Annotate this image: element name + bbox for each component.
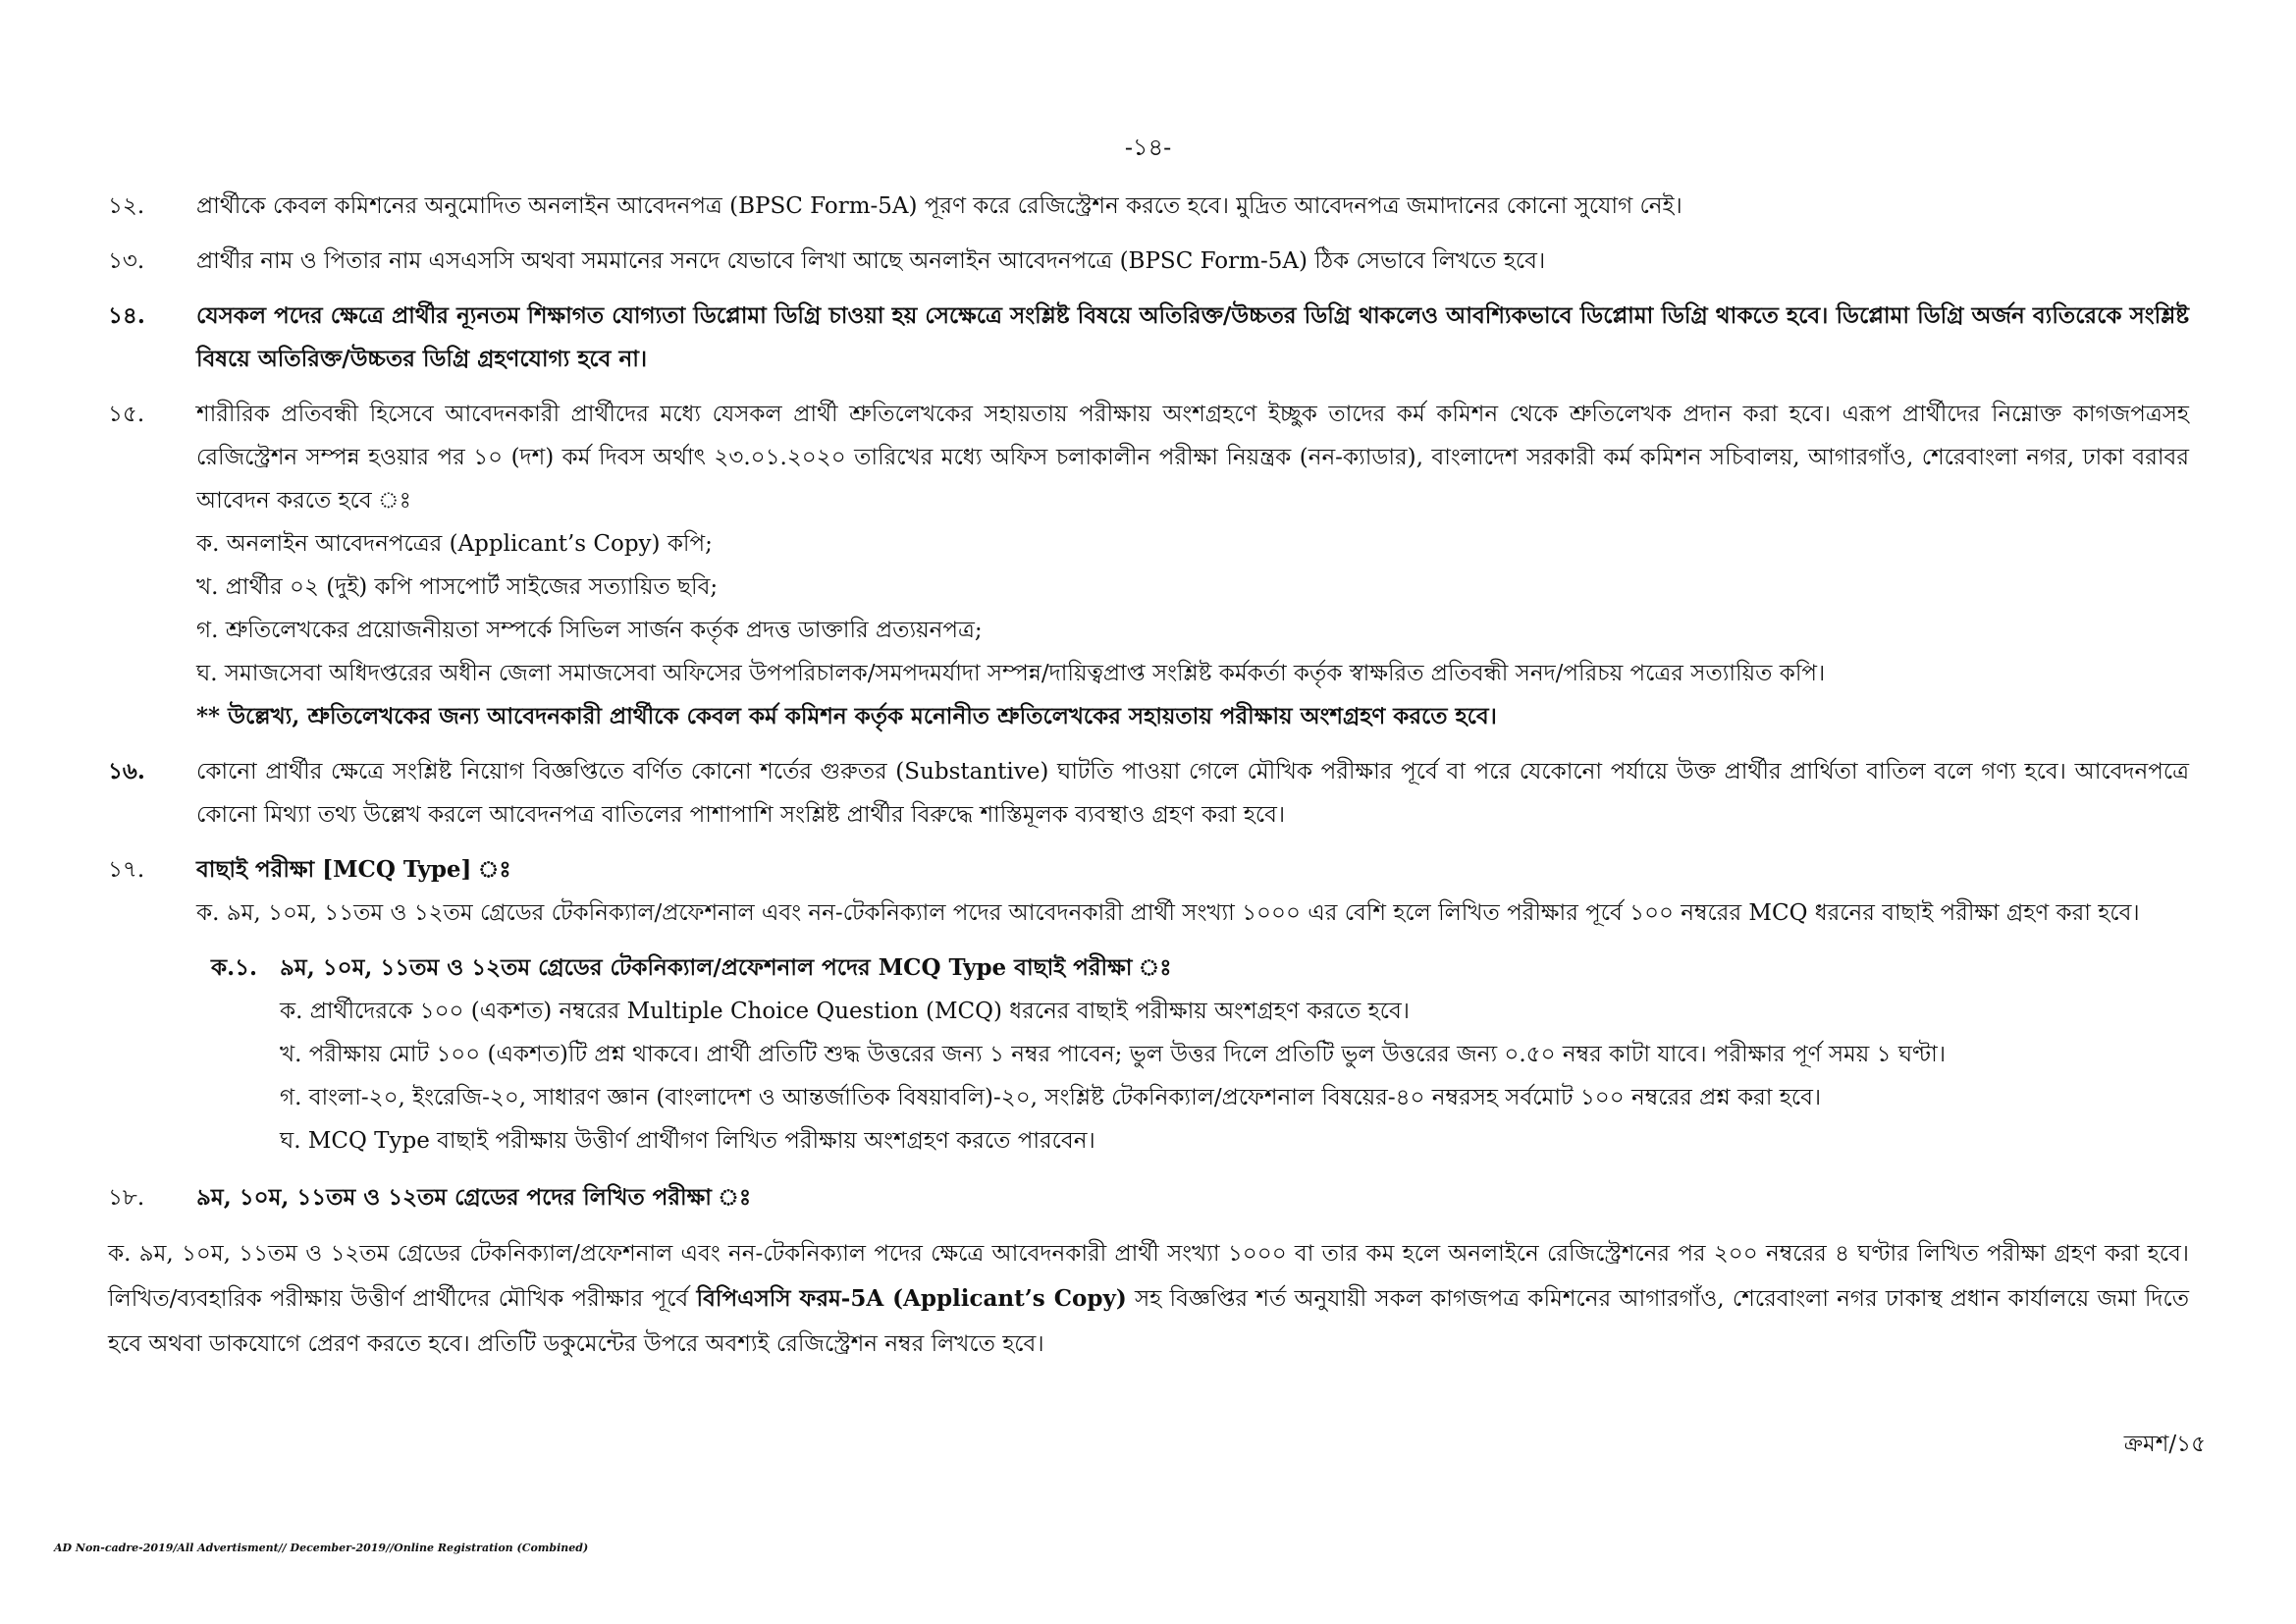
document-item: ক. অনলাইন আবেদনপত্রের (Applicant’s Copy) কপি;	[196, 531, 713, 557]
clause-text: প্রার্থীকে কেবল কমিশনের অনুমোদিত অনলাইন আবেদনপত্র (BPSC Form-5A) পূরণ করে রেজিস্ট্রেশন করতে হবে। মুদ্রিত আবেদনপত্র জমাদানের কোনো সুযোগ নেই।	[196, 193, 1682, 219]
clause-text: যেসকল পদের ক্ষেত্রে প্রার্থীর ন্যূনতম শিক্ষাগত যোগ্যতা ডিপ্লোমা ডিগ্রি চাওয়া হয় সেক্ষেত্রে সংশ্লিষ্ট বিষয়ে অতিরিক্ত/উচ্চতর ডিগ্রি থাকলেও আবশ্যিকভাবে ডিপ্লোমা ডিগ্রি থাকতে হবে। ডিপ্লোমা ডিগ্রি অর্জন ব্যতিরেকে সংশ্লিষ্ট বিষয়ে অতিরিক্ত/উচ্চতর ডিগ্রি গ্রহণযোগ্য হবে না।	[196, 302, 2189, 372]
clause-15	[108, 393, 2189, 738]
clause-16	[108, 750, 2189, 837]
form-reference: বিপিএসসি ফরম-5A (Applicant’s Copy)	[696, 1285, 1127, 1312]
document-item: খ. প্রার্থীর ০২ (দুই) কপি পাসপোর্ট সাইজের সত্যায়িত ছবি;	[196, 574, 719, 600]
mcq-rule: ক. প্রার্থীদেরকে ১০০ (একশত) নম্বরের Multiple Choice Question (MCQ) ধরনের বাছাই পরীক্ষায় অংশগ্রহণ করতে হবে।	[280, 999, 1410, 1024]
document-item: গ. শ্রুতিলেখকের প্রয়োজনীয়তা সম্পর্কে সিভিল সার্জন কর্তৃক প্রদত্ত ডাক্তারি প্রত্যয়নপত্র;	[196, 618, 983, 643]
clause-body	[196, 393, 2189, 738]
clause-14	[108, 295, 2189, 381]
clause-number: ১৪.	[108, 302, 145, 329]
clause-text: শারীরিক প্রতিবন্ধী হিসেবে আবেদনকারী প্রার্থীদের মধ্যে যেসকল প্রার্থী শ্রুতিলেখকের সহায়তায় পরীক্ষায় অংশগ্রহণে ইচ্ছুক তাদের কর্ম কমিশন থেকে শ্রুতিলেখক প্রদান করা হবে। এরূপ প্রার্থীদের নিম্নোক্ত কাগজপত্রসহ রেজিস্ট্রেশন সম্পন্ন হওয়ার পর ১০ (দশ) কর্ম দিবস অর্থাৎ ২৩.০১.২০২০ তারিখের মধ্যে অফিস চলাকালীন পরীক্ষা নিয়ন্ত্রক (নন-ক্যাডার), বাংলাদেশ সরকারী কর্ম কমিশন সচিবালয়, আগারগাঁও, শেরেবাংলা নগর, ঢাকা বরাবর আবেদন করতে হবে ঃ	[196, 402, 2189, 514]
clause-number: ১২.	[108, 193, 145, 219]
clause-number: ১৮.	[108, 1185, 145, 1211]
subsection-label: ক.১.	[211, 954, 258, 981]
document-item: ঘ. সমাজসেবা অধিদপ্তরের অধীন জেলা সমাজসেবা অফিসের উপপরিচালক/সমপদমর্যাদা সম্পন্ন/দায়িত্বপ্রাপ্ত সংশ্লিষ্ট কর্মকর্তা কর্তৃক স্বাক্ষরিত প্রতিবন্ধী সনদ/পরিচয় পত্রের সত্যায়িত কপি।	[196, 661, 1826, 686]
clause-text: ক. ৯ম, ১০ম, ১১তম ও ১২তম গ্রেডের টেকনিক্যাল/প্রফেশনাল এবং নন-টেকনিক্যাল পদের আবেদনকারী প্রার্থী সংখ্যা ১০০০ এর বেশি হলে লিখিত পরীক্ষার পূর্বে ১০০ নম্বরের MCQ ধরনের বাছাই পরীক্ষা গ্রহণ করা হবে।	[196, 900, 2140, 926]
clause-number: ১৭.	[108, 857, 145, 883]
clause-body	[196, 848, 2189, 935]
subsection-title: ৯ম, ১০ম, ১১তম ও ১২তম গ্রেডের টেকনিক্যাল/প্রফেশনাল পদের MCQ Type বাছাই পরীক্ষা ঃ	[280, 954, 1172, 981]
scribe-note: ** উল্লেখ্য, শ্রুতিলেখকের জন্য আবেদনকারী প্রার্থীকে কেবল কর্ম কমিশন কর্তৃক মনোনীত শ্রুতিলেখকের সহায়তায় পরীক্ষায় অংশগ্রহণ করতে হবে।	[196, 703, 1497, 730]
clause-17	[108, 848, 2189, 935]
written-exam-text	[108, 1231, 2189, 1367]
clause-13	[108, 240, 2189, 283]
mcq-rule: খ. পরীক্ষায় মোট ১০০ (একশত)টি প্রশ্ন থাকবে। প্রার্থী প্রতিটি শুদ্ধ উত্তরের জন্য ১ নম্বর পাবেন; ভুল উত্তর দিলে প্রতিটি ভুল উত্তরের জন্য ০.৫০ নম্বর কাটা যাবে। পরীক্ষার পূর্ণ সময় ১ ঘণ্টা।	[280, 1042, 1947, 1067]
continued-marker: ক্রমশ/১৫	[2123, 1432, 2206, 1457]
clause-18	[108, 1176, 2189, 1219]
subsection-heading	[211, 947, 2189, 990]
written-exam-text-a: ক. ৯ম, ১০ম, ১১তম ও ১২তম গ্রেডের টেকনিক্যাল/প্রফেশনাল এবং নন-টেকনিক্যাল পদের ক্ষেত্রে আবেদনকারী প্রার্থী সংখ্যা ১০০০ বা তার কম হলে অনলাইনে রেজিস্ট্রেশনের পর ২০০ নম্বরের ৪ ঘণ্টার লিখিত পরীক্ষা গ্রহণ করা হবে। লিখিত/ব্যবহারিক পরীক্ষায় উত্তীর্ণ প্রার্থীদের মৌখিক পরীক্ষার পূর্বে	[108, 1241, 2189, 1312]
mcq-rule: গ. বাংলা-২০, ইংরেজি-২০, সাধারণ জ্ঞান (বাংলাদেশ ও আন্তর্জাতিক বিষয়াবলি)-২০, সংশ্লিষ্ট টেকনিক্যাল/প্রফেশনাল বিষয়ের-৪০ নম্বরসহ সর্বমোট ১০০ নম্বরের প্রশ্ন করা হবে।	[280, 1085, 1822, 1110]
clause-12	[108, 185, 2189, 228]
clause-number: ১৬.	[108, 758, 145, 785]
mcq-rule: ঘ. MCQ Type বাছাই পরীক্ষায় উত্তীর্ণ প্রার্থীগণ লিখিত পরীক্ষায় অংশগ্রহণ করতে পারবেন।	[280, 1128, 1095, 1154]
page-number: -১৪-	[1124, 134, 1172, 161]
section-heading: ৯ম, ১০ম, ১১তম ও ১২তম গ্রেডের পদের লিখিত পরীক্ষা ঃ	[196, 1184, 752, 1211]
footer-note: AD Non-cadre-2019/All Advertisment// December-2019//Online Registration (Combined)	[54, 1542, 589, 1554]
clause-number: ১৩.	[108, 248, 145, 274]
clause-number: ১৫.	[108, 402, 145, 427]
clause-text: কোনো প্রার্থীর ক্ষেত্রে সংশ্লিষ্ট নিয়োগ বিজ্ঞপ্তিতে বর্ণিত কোনো শর্তের গুরুতর (Substantive) ঘাটতি পাওয়া গেলে মৌখিক পরীক্ষার পূর্বে বা পরে যেকোনো পর্যায়ে উক্ত প্রার্থীর প্রার্থিতা বাতিল বলে গণ্য হবে। আবেদনপত্রে কোনো মিথ্যা তথ্য উল্লেখ করলে আবেদনপত্র বাতিলের পাশাপাশি সংশ্লিষ্ট প্রার্থীর বিরুদ্ধে শাস্তিমূলক ব্যবস্থাও গ্রহণ করা হবে।	[196, 759, 2189, 828]
clause-text: প্রার্থীর নাম ও পিতার নাম এসএসসি অথবা সমমানের সনদে যেভাবে লিখা আছে অনলাইন আবেদনপত্রে (BPSC Form-5A) ঠিক সেভাবে লিখতে হবে।	[196, 248, 1546, 274]
section-heading: বাছাই পরীক্ষা [MCQ Type] ঃ	[196, 856, 511, 883]
written-exam-text-b: সহ বিজ্ঞপ্তির শর্ত অনুযায়ী সকল কাগজপত্র কমিশনের আগারগাঁও, শেরেবাংলা নগর ঢাকাস্থ প্রধান কার্যালয়ে জমা দিতে হবে অথবা ডাকযোগে প্রেরণ করতে হবে। প্রতিটি ডকুমেন্টের উপরে অবশ্যই রেজিস্ট্রেশন নম্বর লিখতে হবে।	[108, 1286, 2189, 1357]
notice-body	[108, 185, 2189, 1367]
